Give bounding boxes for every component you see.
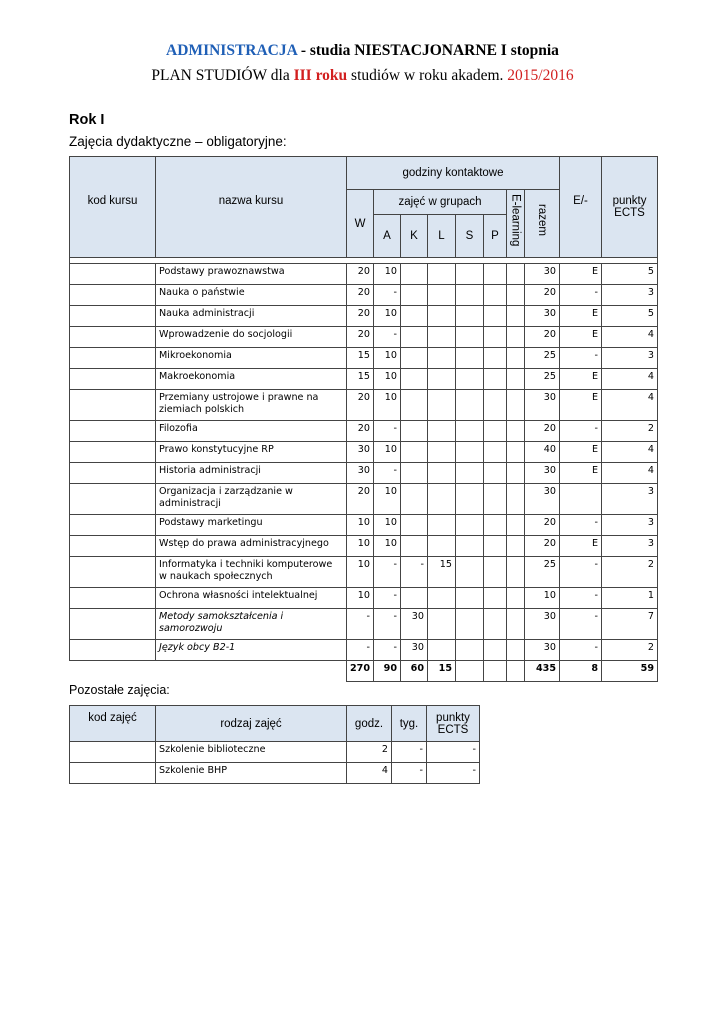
- ects-points: 3: [602, 348, 658, 369]
- course-name: Nauka administracji: [156, 306, 347, 327]
- hours-a: -: [374, 588, 401, 609]
- hours-k: 30: [401, 609, 428, 640]
- hours-w: 20: [347, 421, 374, 442]
- course-name: Metody samokształcenia i samorozwoju: [156, 609, 347, 640]
- hours-w: 20: [347, 264, 374, 285]
- hours-p: [484, 390, 507, 421]
- class-code: [70, 742, 156, 763]
- course-name: Ochrona własności intelektualnej: [156, 588, 347, 609]
- hours-elearning: [507, 484, 525, 515]
- ects-points: 3: [602, 536, 658, 557]
- hours-w: 10: [347, 536, 374, 557]
- section-subtitle: Zajęcia dydaktyczne – obligatoryjne:: [69, 134, 287, 149]
- exam-type: -: [560, 421, 602, 442]
- class-code: [70, 763, 156, 784]
- title-field: ADMINISTRACJA: [166, 42, 297, 59]
- hours-s: [456, 536, 484, 557]
- document-title: [0, 42, 725, 60]
- exam-type: E: [560, 264, 602, 285]
- hours-a: 10: [374, 306, 401, 327]
- totals-row: [70, 661, 658, 682]
- class-type: Szkolenie biblioteczne: [156, 742, 347, 763]
- other-header-type: rodzaj zajęć: [156, 706, 347, 742]
- hours-l: [428, 609, 456, 640]
- class-ects: -: [427, 763, 480, 784]
- course-code: [70, 640, 156, 661]
- total-ects-points: 59: [602, 661, 658, 682]
- course-code: [70, 484, 156, 515]
- exam-type: -: [560, 285, 602, 306]
- hours-p: [484, 640, 507, 661]
- ects-points: 4: [602, 369, 658, 390]
- ects-points: 1: [602, 588, 658, 609]
- hours-l: [428, 463, 456, 484]
- hours-k: [401, 285, 428, 306]
- exam-type: E: [560, 327, 602, 348]
- course-name: Przemiany ustrojowe i prawne na ziemiach polskich: [156, 390, 347, 421]
- hours-elearning: [507, 390, 525, 421]
- hours-s: [456, 463, 484, 484]
- course-code: [70, 264, 156, 285]
- course-name: Filozofia: [156, 421, 347, 442]
- exam-type: E: [560, 442, 602, 463]
- hours-k: 30: [401, 640, 428, 661]
- hours-l: [428, 369, 456, 390]
- hours-p: [484, 609, 507, 640]
- hours-k: [401, 463, 428, 484]
- table-row: [70, 463, 658, 484]
- hours-a: 10: [374, 348, 401, 369]
- class-ects: -: [427, 742, 480, 763]
- hours-p: [484, 484, 507, 515]
- hours-elearning: [507, 442, 525, 463]
- hours-a: 10: [374, 264, 401, 285]
- hours-l: [428, 588, 456, 609]
- table-row: [70, 390, 658, 421]
- hours-p: [484, 348, 507, 369]
- hours-k: [401, 588, 428, 609]
- course-name: Historia administracji: [156, 463, 347, 484]
- hours-a: 10: [374, 369, 401, 390]
- hours-elearning: [507, 463, 525, 484]
- hours-w: 30: [347, 442, 374, 463]
- course-name: Mikroekonomia: [156, 348, 347, 369]
- hours-s: [456, 557, 484, 588]
- table-row: [70, 515, 658, 536]
- ects-points: 5: [602, 264, 658, 285]
- hours-a: 10: [374, 390, 401, 421]
- hours-elearning: [507, 640, 525, 661]
- hours-k: [401, 390, 428, 421]
- subtitle-part-b: studiów w roku akadem.: [347, 67, 508, 84]
- ects-points: 4: [602, 390, 658, 421]
- header-l: L: [428, 215, 456, 258]
- exam-type: -: [560, 588, 602, 609]
- header-s: S: [456, 215, 484, 258]
- header-w: W: [347, 190, 374, 258]
- header-exam: E/-: [560, 157, 602, 258]
- hours-total: 20: [525, 421, 560, 442]
- hours-p: [484, 369, 507, 390]
- class-hours: 2: [347, 742, 392, 763]
- class-weeks: -: [392, 742, 427, 763]
- hours-w: 20: [347, 306, 374, 327]
- ects-points: 7: [602, 609, 658, 640]
- hours-total: 30: [525, 484, 560, 515]
- hours-elearning: [507, 327, 525, 348]
- hours-total: 30: [525, 609, 560, 640]
- hours-total: 25: [525, 369, 560, 390]
- course-name: Prawo konstytucyjne RP: [156, 442, 347, 463]
- hours-p: [484, 536, 507, 557]
- hours-elearning: [507, 515, 525, 536]
- hours-w: 15: [347, 369, 374, 390]
- hours-total: 20: [525, 536, 560, 557]
- ects-points: 2: [602, 640, 658, 661]
- class-hours: 4: [347, 763, 392, 784]
- total-hours-w: 270: [347, 661, 374, 682]
- subtitle-academic-year: 2015/2016: [507, 67, 574, 84]
- exam-type: E: [560, 369, 602, 390]
- ects-points: 3: [602, 484, 658, 515]
- hours-total: 40: [525, 442, 560, 463]
- hours-l: [428, 515, 456, 536]
- table-row: [70, 285, 658, 306]
- hours-s: [456, 609, 484, 640]
- hours-s: [456, 327, 484, 348]
- hours-total: 10: [525, 588, 560, 609]
- hours-total: 20: [525, 327, 560, 348]
- hours-total: 30: [525, 390, 560, 421]
- hours-p: [484, 515, 507, 536]
- hours-s: [456, 306, 484, 327]
- total-hours-a: 90: [374, 661, 401, 682]
- course-name: Informatyka i techniki komputerowe w naukach społecznych: [156, 557, 347, 588]
- course-code: [70, 306, 156, 327]
- hours-s: [456, 369, 484, 390]
- hours-p: [484, 264, 507, 285]
- course-name: Podstawy marketingu: [156, 515, 347, 536]
- hours-l: [428, 348, 456, 369]
- hours-l: [428, 484, 456, 515]
- exam-type: -: [560, 515, 602, 536]
- hours-w: 20: [347, 327, 374, 348]
- other-classes-table: [69, 705, 480, 784]
- ects-points: 4: [602, 327, 658, 348]
- total-hours-p: [484, 661, 507, 682]
- hours-elearning: [507, 306, 525, 327]
- course-code: [70, 442, 156, 463]
- hours-total: 30: [525, 306, 560, 327]
- table-row: [70, 327, 658, 348]
- hours-l: [428, 640, 456, 661]
- total-hours-k: 60: [401, 661, 428, 682]
- ects-points: 5: [602, 306, 658, 327]
- hours-total: 25: [525, 348, 560, 369]
- hours-k: [401, 327, 428, 348]
- hours-k: [401, 536, 428, 557]
- hours-w: 15: [347, 348, 374, 369]
- hours-w: 20: [347, 285, 374, 306]
- exam-type: -: [560, 557, 602, 588]
- total-exam-type: 8: [560, 661, 602, 682]
- other-classes-heading: Pozostałe zajęcia:: [69, 683, 170, 697]
- course-code: [70, 390, 156, 421]
- hours-w: 10: [347, 588, 374, 609]
- other-header-hours: godz.: [347, 706, 392, 742]
- hours-l: [428, 306, 456, 327]
- hours-l: [428, 285, 456, 306]
- hours-s: [456, 285, 484, 306]
- exam-type: [560, 484, 602, 515]
- hours-total: 25: [525, 557, 560, 588]
- totals-spacer: [70, 661, 347, 682]
- document-subtitle: [0, 67, 725, 85]
- hours-p: [484, 285, 507, 306]
- hours-w: 20: [347, 484, 374, 515]
- course-code: [70, 285, 156, 306]
- hours-w: 10: [347, 515, 374, 536]
- course-code: [70, 557, 156, 588]
- header-course-code: kod kursu: [70, 157, 156, 258]
- course-name: Wprowadzenie do socjologii: [156, 327, 347, 348]
- hours-k: -: [401, 557, 428, 588]
- table-row: [70, 442, 658, 463]
- table-row: [70, 640, 658, 661]
- table-row: [70, 421, 658, 442]
- ects-points: 3: [602, 515, 658, 536]
- header-a: A: [374, 215, 401, 258]
- exam-type: -: [560, 348, 602, 369]
- ects-points: 4: [602, 463, 658, 484]
- header-k: K: [401, 215, 428, 258]
- exam-type: E: [560, 463, 602, 484]
- header-course-name: nazwa kursu: [156, 157, 347, 258]
- table-row: [70, 369, 658, 390]
- study-plan-table: [69, 156, 658, 682]
- hours-total: 30: [525, 264, 560, 285]
- hours-elearning: [507, 609, 525, 640]
- hours-k: [401, 264, 428, 285]
- class-type: Szkolenie BHP: [156, 763, 347, 784]
- exam-type: -: [560, 640, 602, 661]
- hours-elearning: [507, 557, 525, 588]
- hours-w: -: [347, 640, 374, 661]
- table-row: [70, 742, 480, 763]
- other-header-weeks: tyg.: [392, 706, 427, 742]
- hours-w: 20: [347, 390, 374, 421]
- table-row: [70, 264, 658, 285]
- hours-a: 10: [374, 536, 401, 557]
- hours-k: [401, 484, 428, 515]
- hours-p: [484, 588, 507, 609]
- subtitle-part-a: PLAN STUDIÓW dla: [151, 67, 294, 84]
- hours-w: 10: [347, 557, 374, 588]
- hours-elearning: [507, 264, 525, 285]
- table-row: [70, 557, 658, 588]
- course-name: Organizacja i zarządzanie w administracji: [156, 484, 347, 515]
- hours-s: [456, 588, 484, 609]
- hours-k: [401, 515, 428, 536]
- exam-type: E: [560, 390, 602, 421]
- hours-a: -: [374, 421, 401, 442]
- hours-s: [456, 515, 484, 536]
- total-hours-elearning: [507, 661, 525, 682]
- hours-elearning: [507, 348, 525, 369]
- course-code: [70, 348, 156, 369]
- hours-a: -: [374, 285, 401, 306]
- hours-p: [484, 463, 507, 484]
- exam-type: E: [560, 306, 602, 327]
- hours-a: -: [374, 463, 401, 484]
- hours-a: 10: [374, 442, 401, 463]
- hours-s: [456, 348, 484, 369]
- course-code: [70, 588, 156, 609]
- hours-l: [428, 390, 456, 421]
- hours-l: [428, 421, 456, 442]
- hours-k: [401, 348, 428, 369]
- hours-s: [456, 640, 484, 661]
- hours-l: [428, 264, 456, 285]
- header-p: P: [484, 215, 507, 258]
- course-code: [70, 536, 156, 557]
- ects-points: 2: [602, 557, 658, 588]
- hours-s: [456, 390, 484, 421]
- course-code: [70, 463, 156, 484]
- hours-s: [456, 421, 484, 442]
- course-name: Język obcy B2-1: [156, 640, 347, 661]
- ects-points: 4: [602, 442, 658, 463]
- table-row: [70, 484, 658, 515]
- hours-p: [484, 442, 507, 463]
- header-razem: razem: [525, 190, 560, 258]
- section-year-heading: Rok I: [69, 112, 105, 128]
- course-name: Podstawy prawoznawstwa: [156, 264, 347, 285]
- hours-l: 15: [428, 557, 456, 588]
- hours-k: [401, 306, 428, 327]
- hours-s: [456, 264, 484, 285]
- table-row: [70, 609, 658, 640]
- header-ects: punkty ECTS: [602, 157, 658, 258]
- hours-total: 20: [525, 285, 560, 306]
- hours-l: [428, 327, 456, 348]
- header-elearning: E-learning: [507, 190, 525, 258]
- hours-elearning: [507, 536, 525, 557]
- hours-k: [401, 369, 428, 390]
- table-row: [70, 536, 658, 557]
- hours-a: -: [374, 557, 401, 588]
- ects-points: 2: [602, 421, 658, 442]
- subtitle-year-of-study: III roku: [293, 67, 348, 84]
- header-group-classes: zajęć w grupach: [374, 190, 507, 215]
- header-contact-hours: godziny kontaktowe: [347, 157, 560, 190]
- hours-l: [428, 442, 456, 463]
- hours-elearning: [507, 421, 525, 442]
- hours-a: 10: [374, 484, 401, 515]
- total-hours-s: [456, 661, 484, 682]
- table-row: [70, 763, 480, 784]
- hours-p: [484, 557, 507, 588]
- course-code: [70, 609, 156, 640]
- course-name: Makroekonomia: [156, 369, 347, 390]
- course-name: Nauka o państwie: [156, 285, 347, 306]
- hours-w: -: [347, 609, 374, 640]
- other-header-code: kod zajęć: [70, 706, 156, 742]
- hours-k: [401, 421, 428, 442]
- exam-type: -: [560, 609, 602, 640]
- hours-s: [456, 484, 484, 515]
- hours-p: [484, 306, 507, 327]
- total-hours-total: 435: [525, 661, 560, 682]
- hours-p: [484, 327, 507, 348]
- title-rest: - studia NIESTACJONARNE I stopnia: [296, 42, 559, 59]
- hours-p: [484, 421, 507, 442]
- total-hours-l: 15: [428, 661, 456, 682]
- course-code: [70, 421, 156, 442]
- hours-s: [456, 442, 484, 463]
- hours-elearning: [507, 588, 525, 609]
- hours-w: 30: [347, 463, 374, 484]
- hours-k: [401, 442, 428, 463]
- hours-elearning: [507, 285, 525, 306]
- hours-total: 30: [525, 640, 560, 661]
- hours-elearning: [507, 369, 525, 390]
- course-name: Wstęp do prawa administracyjnego: [156, 536, 347, 557]
- other-header-ects: punkty ECTS: [427, 706, 480, 742]
- table-row: [70, 348, 658, 369]
- hours-total: 20: [525, 515, 560, 536]
- hours-total: 30: [525, 463, 560, 484]
- course-code: [70, 369, 156, 390]
- hours-l: [428, 536, 456, 557]
- hours-a: 10: [374, 515, 401, 536]
- class-weeks: -: [392, 763, 427, 784]
- table-row: [70, 588, 658, 609]
- hours-a: -: [374, 640, 401, 661]
- course-code: [70, 327, 156, 348]
- exam-type: E: [560, 536, 602, 557]
- course-code: [70, 515, 156, 536]
- hours-a: -: [374, 327, 401, 348]
- table-row: [70, 306, 658, 327]
- hours-a: -: [374, 609, 401, 640]
- ects-points: 3: [602, 285, 658, 306]
